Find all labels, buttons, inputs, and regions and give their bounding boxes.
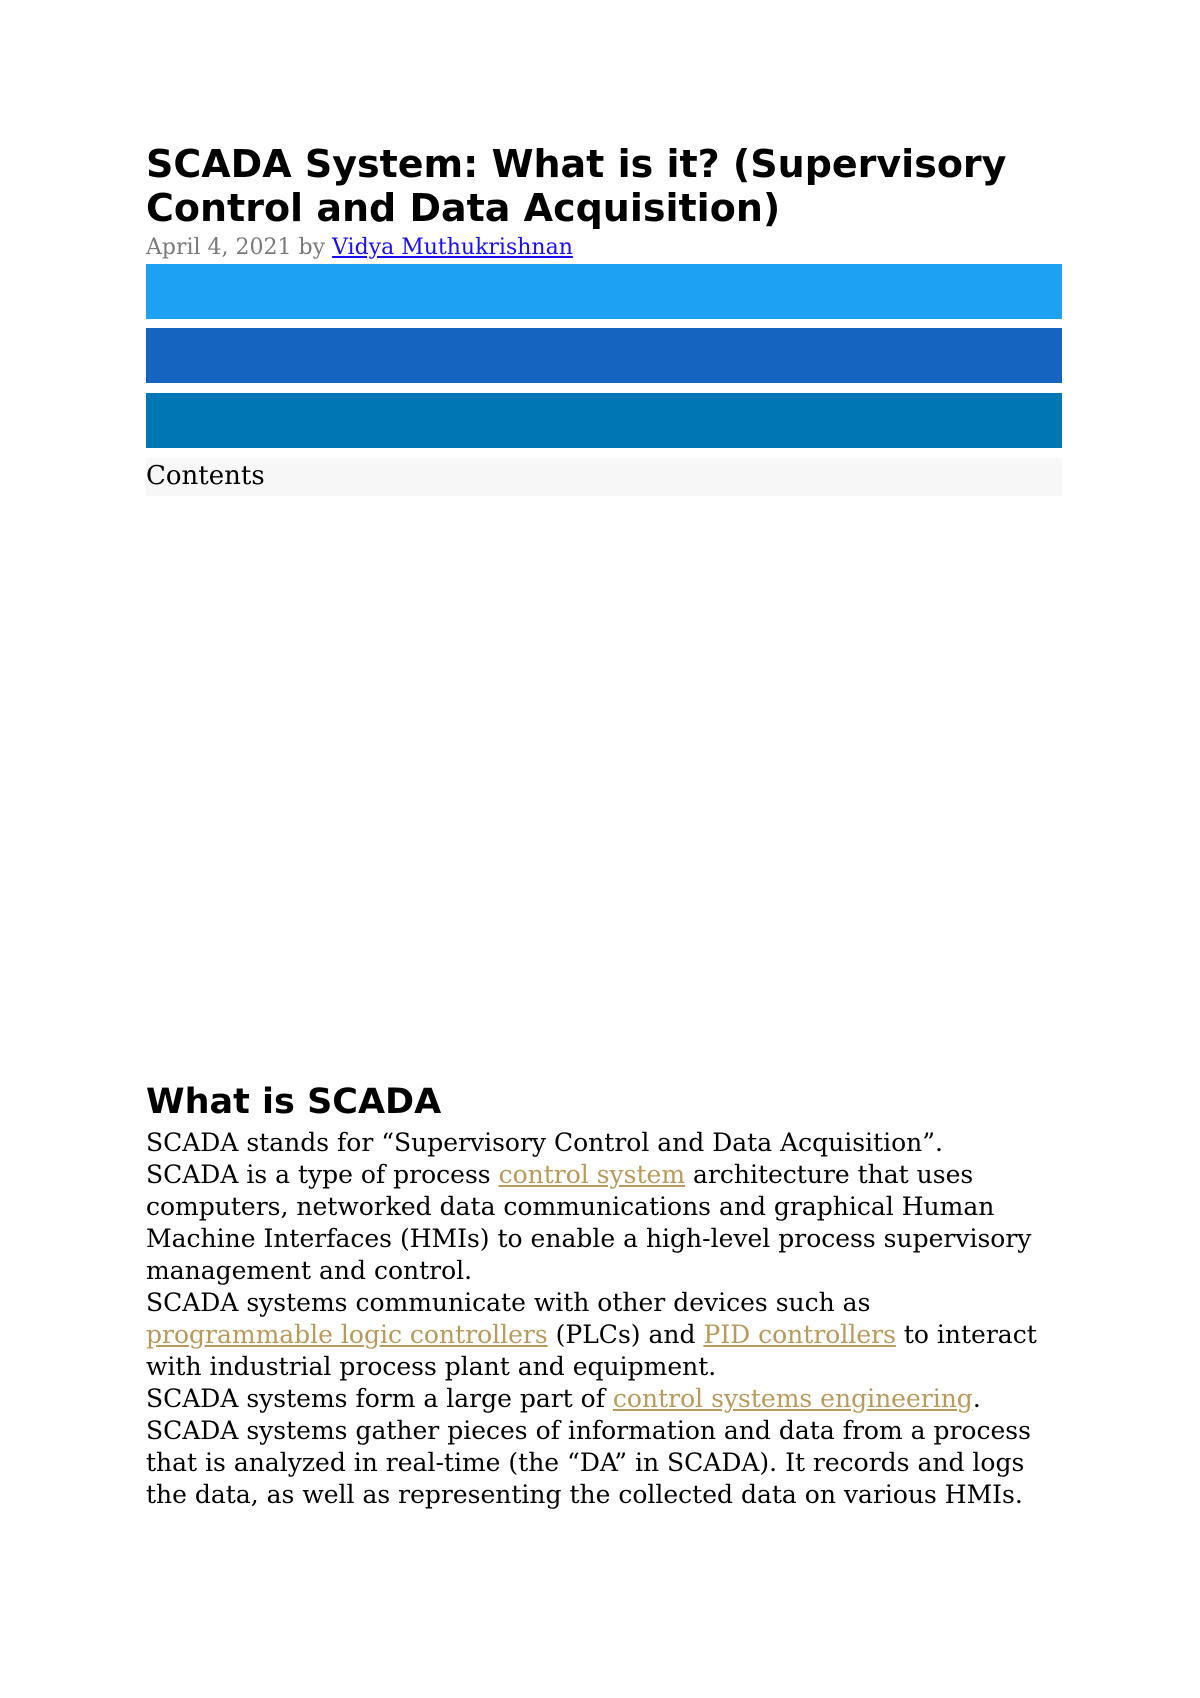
page-title: SCADA System: What is it? (Supervisory Control and Data Acquisition) xyxy=(146,142,1007,230)
post-date: April 4, 2021 xyxy=(146,235,292,260)
section-heading: What is SCADA xyxy=(146,1082,442,1122)
text-segment: SCADA systems communicate with other devices such as xyxy=(146,1288,871,1317)
text-segment: . xyxy=(972,1384,981,1413)
section-body xyxy=(146,1127,1062,1511)
share-button-3[interactable] xyxy=(146,393,1062,448)
text-segment: (PLCs) and xyxy=(547,1320,704,1349)
paragraph-3 xyxy=(146,1287,1062,1383)
author-link[interactable]: Vidya Muthukrishnan xyxy=(332,235,573,260)
text-segment: SCADA is a type of process xyxy=(146,1160,499,1189)
text-segment: SCADA systems form a large part of xyxy=(146,1384,613,1413)
paragraph-1: SCADA stands for “Supervisory Control and Data Acquisition”. xyxy=(146,1128,943,1157)
text-segment: architecture that uses computers, networked data communications and graphical Human Machine Interfaces (HMIs) to enable a high-level process supervisory management and control. xyxy=(146,1160,1032,1285)
byline-by: by xyxy=(298,235,326,260)
byline xyxy=(146,234,573,262)
link-control-system[interactable]: control system xyxy=(498,1160,686,1189)
paragraph-2 xyxy=(146,1159,1062,1287)
share-button-2[interactable] xyxy=(146,328,1062,383)
toc-label: Contents xyxy=(146,461,265,491)
paragraph-5: SCADA systems gather pieces of information and data from a process that is analyzed in real-time (the “DA” in SCADA). It records and logs the data, as well as representing the collected data on various HMIs. xyxy=(146,1416,1031,1509)
link-pid-controllers[interactable]: PID controllers xyxy=(703,1320,896,1349)
paragraph-4 xyxy=(146,1383,1062,1415)
text-segment: to interact with industrial process plant and equipment. xyxy=(146,1320,1037,1381)
share-button-1[interactable] xyxy=(146,264,1062,319)
link-control-systems-engineering[interactable]: control systems engineering xyxy=(612,1384,973,1413)
link-plc[interactable]: programmable logic controllers xyxy=(146,1320,548,1349)
table-of-contents[interactable] xyxy=(146,458,1062,496)
